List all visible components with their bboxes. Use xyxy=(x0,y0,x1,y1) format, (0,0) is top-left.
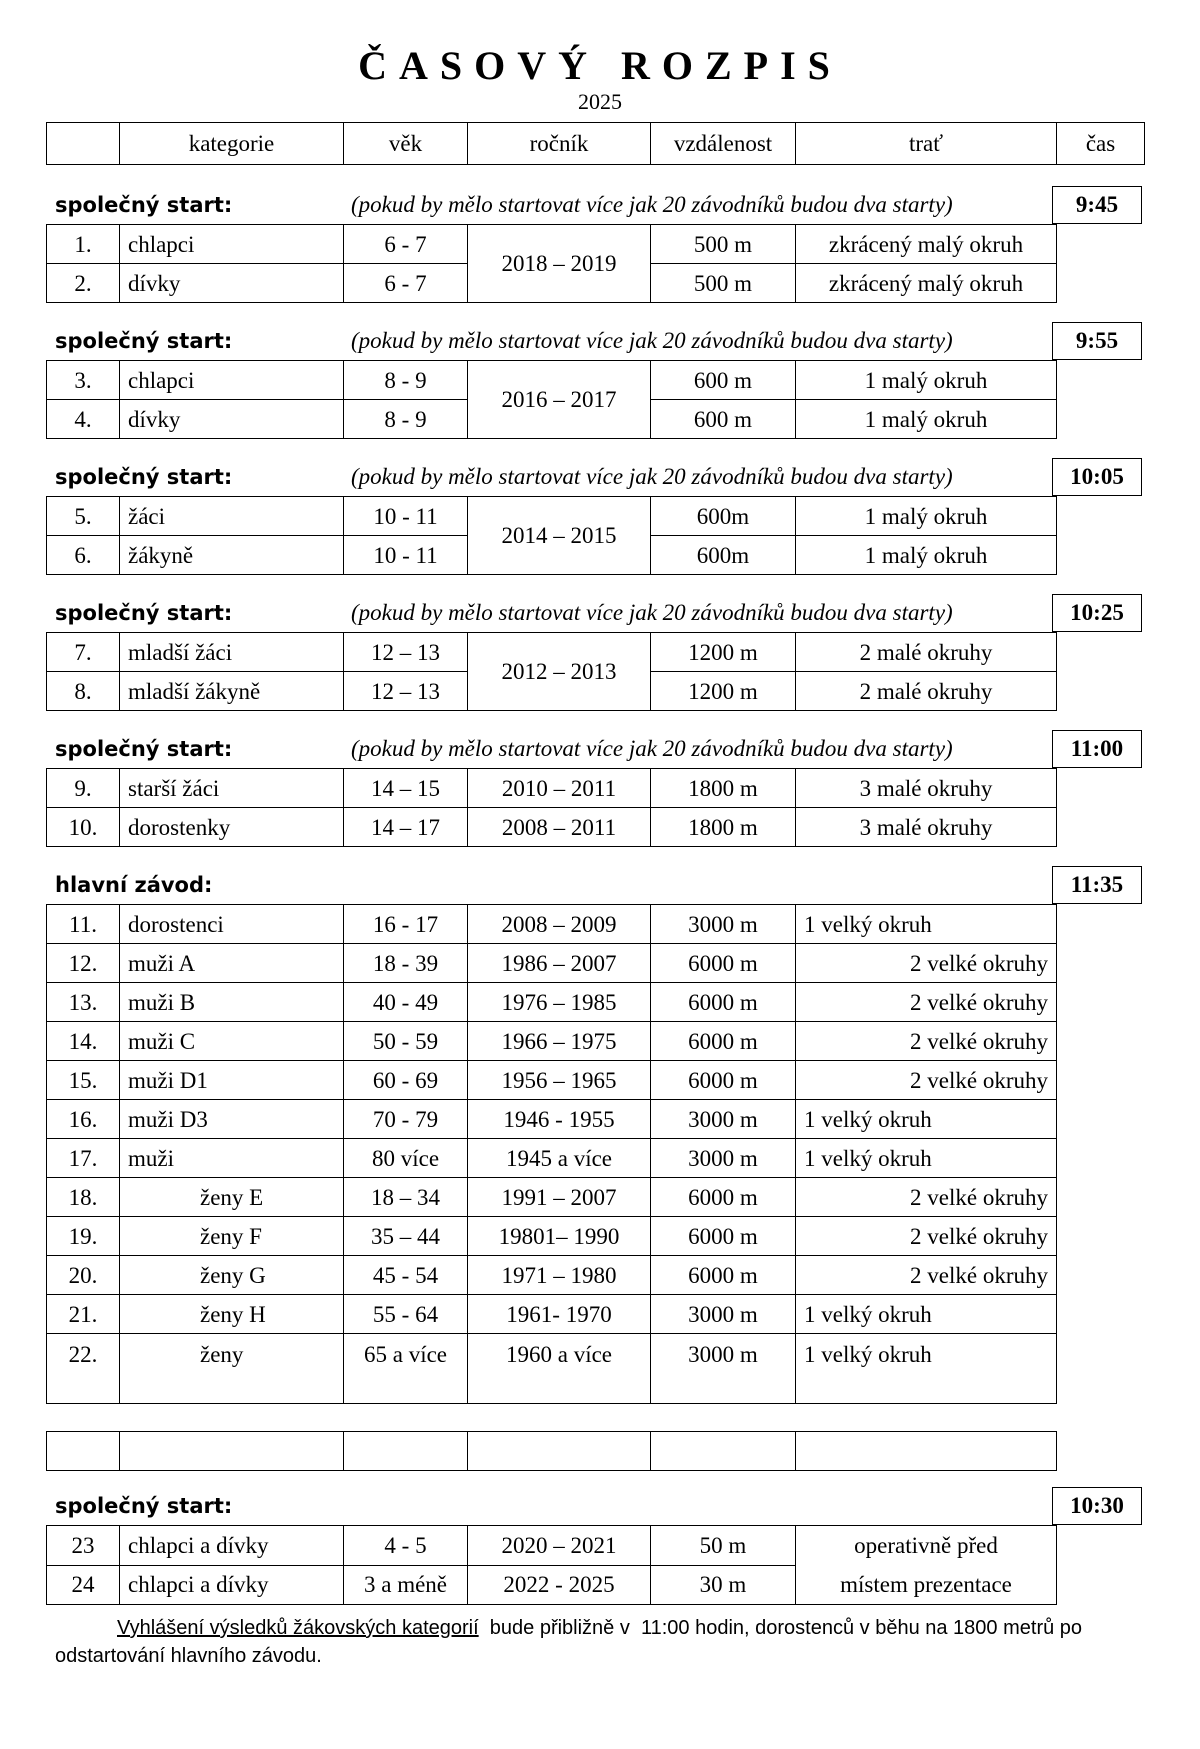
row-category: dorostenci xyxy=(120,905,344,944)
row-track: 3 malé okruhy xyxy=(796,769,1057,808)
row-distance: 30 m xyxy=(651,1565,796,1605)
row-distance: 3000 m xyxy=(651,1334,796,1404)
footer-note xyxy=(55,1614,1155,1670)
row-age: 8 - 9 xyxy=(344,400,468,439)
row-category: ženy xyxy=(120,1334,344,1404)
row-track: 2 velké okruhy xyxy=(796,983,1057,1022)
row-distance: 6000 m xyxy=(651,1256,796,1295)
row-years: 1991 – 2007 xyxy=(468,1178,651,1217)
row-num: 19. xyxy=(47,1217,120,1256)
row-distance: 1800 m xyxy=(651,769,796,808)
header-year: ročník xyxy=(468,123,651,165)
main-race-label: hlavní závod: xyxy=(55,873,213,897)
start-label: společný start: xyxy=(55,737,233,761)
footer-line-2: odstartování hlavního závodu. xyxy=(55,1645,322,1667)
row-years: 19801– 1990 xyxy=(468,1217,651,1256)
main-race-row xyxy=(46,866,1144,904)
row-age: 18 – 34 xyxy=(344,1178,468,1217)
table-row xyxy=(47,944,1057,983)
row-category: muži D3 xyxy=(120,1100,344,1139)
row-category: mladší žákyně xyxy=(120,672,344,711)
empty-cell xyxy=(344,1432,468,1471)
table-row xyxy=(47,1139,1057,1178)
row-distance: 50 m xyxy=(651,1526,796,1566)
row-age: 14 – 17 xyxy=(344,808,468,847)
row-track: 1 velký okruh xyxy=(796,1139,1057,1178)
row-age: 35 – 44 xyxy=(344,1217,468,1256)
row-category: chlapci xyxy=(120,361,344,400)
row-track: 2 velké okruhy xyxy=(796,944,1057,983)
empty-cell xyxy=(796,1432,1057,1471)
row-num: 16. xyxy=(47,1100,120,1139)
row-age: 70 - 79 xyxy=(344,1100,468,1139)
row-num: 20. xyxy=(47,1256,120,1295)
row-age: 3 a méně xyxy=(344,1565,468,1605)
row-years: 1945 a více xyxy=(468,1139,651,1178)
row-years: 1976 – 1985 xyxy=(468,983,651,1022)
row-num: 11. xyxy=(47,905,120,944)
row-num: 18. xyxy=(47,1178,120,1217)
row-category: dorostenky xyxy=(120,808,344,847)
row-category: žáci xyxy=(120,497,344,536)
row-num: 5. xyxy=(47,497,120,536)
schedule-table xyxy=(46,496,1057,575)
row-num: 13. xyxy=(47,983,120,1022)
row-track: 1 malý okruh xyxy=(796,497,1057,536)
row-years: 2018 – 2019 xyxy=(468,225,651,303)
row-distance: 6000 m xyxy=(651,1178,796,1217)
row-years: 1961- 1970 xyxy=(468,1295,651,1334)
row-track: 1 malý okruh xyxy=(796,361,1057,400)
footer-line-1 xyxy=(55,1614,1155,1642)
table-row xyxy=(47,1100,1057,1139)
row-distance: 6000 m xyxy=(651,1022,796,1061)
row-track: 2 malé okruhy xyxy=(796,672,1057,711)
kids-table xyxy=(46,1525,1057,1605)
row-distance: 6000 m xyxy=(651,983,796,1022)
footer-underlined: Vyhlášení výsledků žákovských kategorií xyxy=(117,1617,479,1639)
row-distance: 600 m xyxy=(651,361,796,400)
row-num: 3. xyxy=(47,361,120,400)
row-track: 2 velké okruhy xyxy=(796,1022,1057,1061)
row-category: dívky xyxy=(120,400,344,439)
row-track: 1 velký okruh xyxy=(796,905,1057,944)
row-distance: 500 m xyxy=(651,225,796,264)
row-years: 2012 – 2013 xyxy=(468,633,651,711)
table-row xyxy=(47,1178,1057,1217)
row-age: 18 - 39 xyxy=(344,944,468,983)
row-track: zkrácený malý okruh xyxy=(796,264,1057,303)
row-age: 12 – 13 xyxy=(344,672,468,711)
row-age: 16 - 17 xyxy=(344,905,468,944)
empty-cell xyxy=(651,1432,796,1471)
row-track xyxy=(796,1526,1057,1605)
row-category: chlapci xyxy=(120,225,344,264)
row-age: 50 - 59 xyxy=(344,1022,468,1061)
start-time: 9:55 xyxy=(1052,322,1142,360)
row-num: 17. xyxy=(47,1139,120,1178)
main-race-table xyxy=(46,904,1057,1404)
row-track: 2 velké okruhy xyxy=(796,1061,1057,1100)
row-age: 55 - 64 xyxy=(344,1295,468,1334)
row-track: 1 malý okruh xyxy=(796,400,1057,439)
row-years: 2020 – 2021 xyxy=(468,1526,651,1566)
row-years: 2010 – 2011 xyxy=(468,769,651,808)
table-row xyxy=(47,497,1057,536)
kids-start-row xyxy=(46,1487,1144,1525)
row-years: 1960 a více xyxy=(468,1334,651,1404)
row-age: 6 - 7 xyxy=(344,225,468,264)
row-num: 15. xyxy=(47,1061,120,1100)
row-track: 1 velký okruh xyxy=(796,1100,1057,1139)
row-age: 10 - 11 xyxy=(344,536,468,575)
row-distance: 600 m xyxy=(651,400,796,439)
track-line-1: operativně před xyxy=(854,1533,998,1558)
table-row xyxy=(47,1256,1057,1295)
row-track: 3 malé okruhy xyxy=(796,808,1057,847)
start-label: společný start: xyxy=(55,329,233,353)
row-num: 1. xyxy=(47,225,120,264)
table-row xyxy=(47,225,1057,264)
table-row xyxy=(47,808,1057,847)
row-years: 1986 – 2007 xyxy=(468,944,651,983)
row-num: 9. xyxy=(47,769,120,808)
start-time: 11:00 xyxy=(1052,730,1142,768)
table-row xyxy=(47,1022,1057,1061)
start-note: (pokud by mělo startovat více jak 20 závodníků budou dva starty) xyxy=(351,328,953,353)
header-distance: vzdálenost xyxy=(651,123,796,165)
row-category: muži B xyxy=(120,983,344,1022)
row-category: muži C xyxy=(120,1022,344,1061)
row-category: muži xyxy=(120,1139,344,1178)
row-category: chlapci a dívky xyxy=(120,1526,344,1566)
row-years: 1956 – 1965 xyxy=(468,1061,651,1100)
table-row xyxy=(47,1217,1057,1256)
table-row xyxy=(47,1295,1057,1334)
row-age: 12 – 13 xyxy=(344,633,468,672)
row-track: zkrácený malý okruh xyxy=(796,225,1057,264)
kids-start-label: společný start: xyxy=(55,1494,233,1518)
start-note: (pokud by mělo startovat více jak 20 závodníků budou dva starty) xyxy=(351,736,953,761)
row-distance: 3000 m xyxy=(651,1139,796,1178)
start-row xyxy=(46,322,1144,360)
start-row xyxy=(46,730,1144,768)
track-line-2: místem prezentace xyxy=(840,1572,1012,1597)
start-time: 10:25 xyxy=(1052,594,1142,632)
row-age: 6 - 7 xyxy=(344,264,468,303)
schedule-table xyxy=(46,632,1057,711)
table-row xyxy=(47,361,1057,400)
row-num: 10. xyxy=(47,808,120,847)
row-category: chlapci a dívky xyxy=(120,1565,344,1605)
row-distance: 3000 m xyxy=(651,905,796,944)
table-row xyxy=(47,1526,1057,1566)
row-years: 1946 - 1955 xyxy=(468,1100,651,1139)
header-category: kategorie xyxy=(120,123,344,165)
row-distance: 3000 m xyxy=(651,1295,796,1334)
row-age: 8 - 9 xyxy=(344,361,468,400)
start-label: společný start: xyxy=(55,601,233,625)
table-row xyxy=(47,905,1057,944)
row-num: 22. xyxy=(47,1334,120,1404)
row-category: muži A xyxy=(120,944,344,983)
row-track: 1 velký okruh xyxy=(796,1334,1057,1404)
row-years: 2014 – 2015 xyxy=(468,497,651,575)
row-age: 60 - 69 xyxy=(344,1061,468,1100)
start-time: 9:45 xyxy=(1052,186,1142,224)
schedule-table xyxy=(46,768,1057,847)
table-row xyxy=(47,983,1057,1022)
table-row xyxy=(47,633,1057,672)
row-category: muži D1 xyxy=(120,1061,344,1100)
start-note: (pokud by mělo startovat více jak 20 závodníků budou dva starty) xyxy=(351,192,953,217)
footer-rest: bude přibližně v 11:00 hodin, dorostenců v běhu na 1800 metrů po xyxy=(478,1617,1083,1639)
row-age: 4 - 5 xyxy=(344,1526,468,1566)
row-category: ženy F xyxy=(120,1217,344,1256)
row-category: žákyně xyxy=(120,536,344,575)
page-title: ČASOVÝ ROZPIS xyxy=(358,43,842,88)
row-track: 1 malý okruh xyxy=(796,536,1057,575)
row-distance: 1200 m xyxy=(651,672,796,711)
row-years: 1971 – 1980 xyxy=(468,1256,651,1295)
start-note: (pokud by mělo startovat více jak 20 závodníků budou dva starty) xyxy=(351,464,953,489)
row-distance: 600m xyxy=(651,536,796,575)
main-race-time: 11:35 xyxy=(1052,866,1142,904)
row-distance: 500 m xyxy=(651,264,796,303)
row-age: 80 více xyxy=(344,1139,468,1178)
row-category: starší žáci xyxy=(120,769,344,808)
start-time: 10:05 xyxy=(1052,458,1142,496)
row-years: 1966 – 1975 xyxy=(468,1022,651,1061)
row-age: 14 – 15 xyxy=(344,769,468,808)
row-track: 2 velké okruhy xyxy=(796,1178,1057,1217)
empty-table-row xyxy=(46,1431,1057,1471)
year: 2025 xyxy=(578,89,622,114)
row-num: 7. xyxy=(47,633,120,672)
row-num: 21. xyxy=(47,1295,120,1334)
kids-start-time: 10:30 xyxy=(1052,1487,1142,1525)
row-age: 45 - 54 xyxy=(344,1256,468,1295)
row-category: ženy E xyxy=(120,1178,344,1217)
empty-cell xyxy=(120,1432,344,1471)
row-distance: 600m xyxy=(651,497,796,536)
row-track: 2 velké okruhy xyxy=(796,1256,1057,1295)
row-distance: 1800 m xyxy=(651,808,796,847)
row-category: dívky xyxy=(120,264,344,303)
row-age: 65 a více xyxy=(344,1334,468,1404)
start-label: společný start: xyxy=(55,465,233,489)
start-label: společný start: xyxy=(55,193,233,217)
row-num: 23 xyxy=(47,1526,120,1566)
row-track: 2 malé okruhy xyxy=(796,633,1057,672)
row-age: 10 - 11 xyxy=(344,497,468,536)
table-row xyxy=(47,1061,1057,1100)
row-category: ženy H xyxy=(120,1295,344,1334)
row-years: 2016 – 2017 xyxy=(468,361,651,439)
header-time: čas xyxy=(1057,123,1145,165)
row-track: 1 velký okruh xyxy=(796,1295,1057,1334)
header-num xyxy=(47,123,120,165)
row-distance: 6000 m xyxy=(651,944,796,983)
empty-cell xyxy=(468,1432,651,1471)
row-distance: 3000 m xyxy=(651,1100,796,1139)
header-table xyxy=(46,122,1145,165)
row-category: ženy G xyxy=(120,1256,344,1295)
row-num: 6. xyxy=(47,536,120,575)
start-row xyxy=(46,594,1144,632)
row-years: 2008 – 2009 xyxy=(468,905,651,944)
start-note: (pokud by mělo startovat více jak 20 závodníků budou dva starty) xyxy=(351,600,953,625)
row-num: 12. xyxy=(47,944,120,983)
row-num: 4. xyxy=(47,400,120,439)
row-age: 40 - 49 xyxy=(344,983,468,1022)
table-row xyxy=(47,1334,1057,1404)
row-num: 2. xyxy=(47,264,120,303)
start-row xyxy=(46,186,1144,224)
schedule-table xyxy=(46,224,1057,303)
row-years: 2008 – 2011 xyxy=(468,808,651,847)
row-num: 8. xyxy=(47,672,120,711)
row-num: 24 xyxy=(47,1565,120,1605)
table-row xyxy=(47,769,1057,808)
start-row xyxy=(46,458,1144,496)
header-track: trať xyxy=(796,123,1057,165)
row-years: 2022 - 2025 xyxy=(468,1565,651,1605)
row-distance: 6000 m xyxy=(651,1061,796,1100)
empty-cell xyxy=(47,1432,120,1471)
row-category: mladší žáci xyxy=(120,633,344,672)
row-track: 2 velké okruhy xyxy=(796,1217,1057,1256)
schedule-table xyxy=(46,360,1057,439)
row-distance: 1200 m xyxy=(651,633,796,672)
header-age: věk xyxy=(344,123,468,165)
row-num: 14. xyxy=(47,1022,120,1061)
row-distance: 6000 m xyxy=(651,1217,796,1256)
